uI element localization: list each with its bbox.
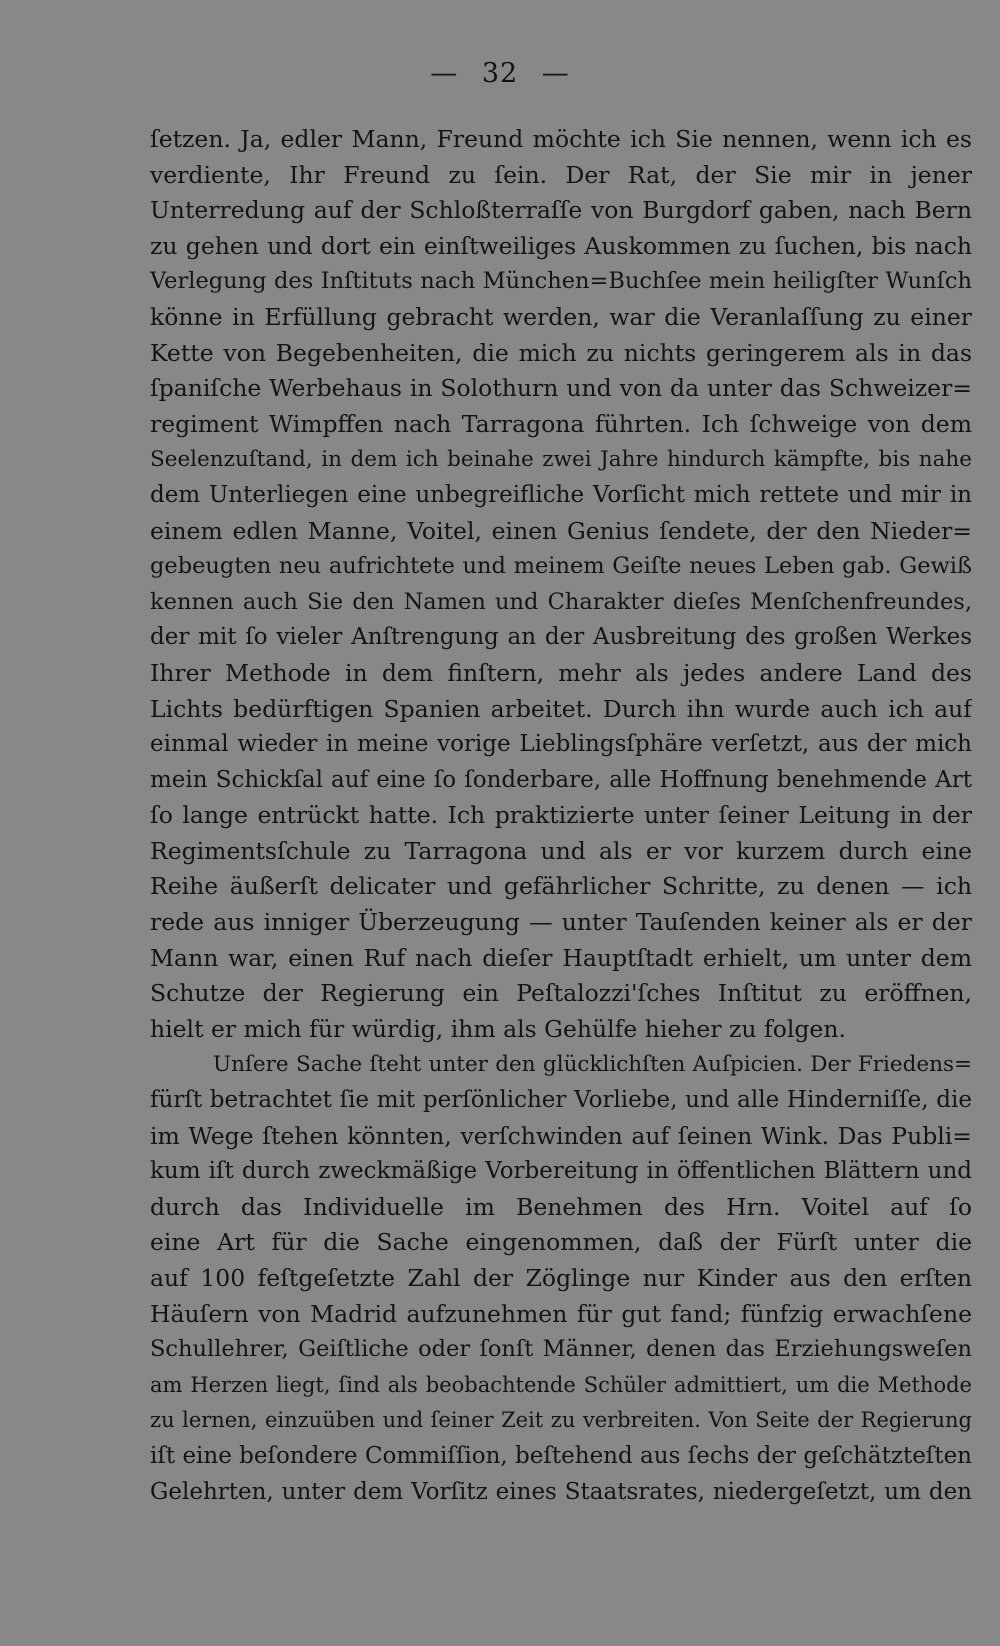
text-line: Lichts bedürftigen Spanien arbeitet. Durch ihn wurde auch ich auf bbox=[150, 694, 972, 723]
text-line: ſetzen. Ja, edler Mann, Freund möchte ich Sie nennen, wenn ich es bbox=[150, 125, 972, 153]
text-line: Mann war, einen Ruf nach dieſer Hauptſtadt erhielt, um unter dem bbox=[150, 943, 972, 972]
text-line: dem Unterliegen eine unbegreifliche Vorſicht mich rettete und mir in bbox=[150, 481, 972, 508]
text-line: regiment Wimpffen nach Tarragona führten. Ich ſchweige von dem bbox=[150, 409, 972, 438]
text-line: Unterredung auf der Schloßterraſſe von Burgdorf gaben, nach Bern bbox=[150, 196, 972, 225]
text-line: Kette von Begebenheiten, die mich zu nichts geringerem als in das bbox=[150, 338, 972, 367]
text-line: ſo lange entrückt hatte. Ich praktizierte unter ſeiner Leitung in der bbox=[150, 801, 972, 830]
text-line: durch das Individuelle im Benehmen des Hrn. Voitel auf ſo bbox=[150, 1192, 972, 1221]
text-line: Schullehrer, Geiſtliche oder ſonſt Männer, denen das Erziehungsweſen bbox=[150, 1336, 972, 1363]
text-line: fürſt betrachtet ſie mit perſönlicher Vorliebe, und alle Hinderniſſe, die bbox=[150, 1087, 972, 1114]
text-line: zu lernen, einzuüben und ſeiner Zeit zu verbreiten. Von Seite der Regierung bbox=[150, 1408, 972, 1433]
text-line: eine Art für die Sache eingenommen, daß der Fürſt unter die bbox=[150, 1228, 972, 1257]
text-line: kennen auch Sie den Namen und Charakter dieſes Menſchenfreundes, bbox=[150, 588, 972, 615]
text-line: einem edlen Manne, Voitel, einen Genius ſendete, der den Nieder= bbox=[150, 516, 972, 545]
text-line: zu gehen und dort ein einſtweiliges Auskommen zu ſuchen, bis nach bbox=[150, 231, 972, 260]
text-line: auf 100 feſtgeſetzte Zahl der Zöglinge nur Kinder aus den erſten bbox=[150, 1264, 972, 1292]
text-line: hielt er mich für würdig, ihm als Gehülfe hieher zu folgen. bbox=[150, 1014, 846, 1043]
text-line: im Wege ſtehen könnten, verſchwinden auf ſeinen Wink. Das Publi= bbox=[150, 1121, 972, 1150]
text-line: einmal wieder in meine vorige Lieblingsſphäre verſetzt, aus der mich bbox=[150, 731, 972, 758]
text-line: könne in Erfüllung gebracht werden, war die Veranlaſſung zu einer bbox=[150, 302, 972, 331]
text-line: kum iſt durch zweckmäßige Vorbereitung in öffentlichen Blättern und bbox=[150, 1158, 972, 1185]
text-line: der mit ſo vieler Anſtrengung an der Ausbreitung des großen Werkes bbox=[150, 624, 972, 651]
text-line: rede aus inniger Überzeugung — unter Tauſenden keiner als er der bbox=[150, 908, 972, 937]
text-line: Schutze der Regierung ein Peſtalozzi'ſches Inſtitut zu eröffnen, bbox=[150, 979, 972, 1008]
paragraph bbox=[150, 122, 972, 1047]
text-line: Verlegung des Inſtituts nach München=Buchſee mein heiligſter Wunſch bbox=[150, 268, 972, 295]
text-line: am Herzen liegt, ſind als beobachtende Schüler admittiert, um die Methode bbox=[150, 1372, 972, 1397]
text-line: Ihrer Methode in dem finſtern, mehr als jedes andere Land des bbox=[150, 658, 972, 687]
text-line: verdiente, Ihr Freund zu ſein. Der Rat, der Sie mir in jener bbox=[150, 160, 972, 189]
text-line: Regimentsſchule zu Tarragona und als er vor kurzem durch eine bbox=[150, 836, 972, 865]
text-line: mein Schickſal auf eine ſo ſonderbare, alle Hoffnung benehmende Art bbox=[150, 766, 972, 793]
text-line: Unſere Sache ſteht unter den glücklichſten Auſpicien. Der Friedens= bbox=[213, 1052, 972, 1078]
text-line: gebeugten neu aufrichtete und meinem Geiſte neues Leben gab. Gewiß bbox=[150, 553, 972, 580]
text-line: iſt eine beſondere Commiſſion, beſtehend aus ſechs der geſchätzteſten bbox=[150, 1442, 972, 1469]
text-line: Häuſern von Madrid aufzunehmen für gut fand; fünfzig erwachſene bbox=[150, 1299, 972, 1328]
text-line: Seelenzuſtand, in dem ich beinahe zwei Jahre hindurch kämpfte, bis nahe bbox=[150, 447, 972, 473]
body-text bbox=[150, 122, 972, 1510]
text-line: ſpaniſche Werbehaus in Solothurn und von da unter das Schweizer= bbox=[150, 374, 972, 403]
text-line: Gelehrten, unter dem Vorſitz eines Staatsrates, niedergeſetzt, um den bbox=[150, 1478, 972, 1505]
page-number: — 32 — bbox=[430, 58, 570, 89]
paragraph bbox=[150, 1047, 972, 1510]
text-line: Reihe äußerſt delicater und gefährlicher Schritte, zu denen — ich bbox=[150, 872, 972, 901]
